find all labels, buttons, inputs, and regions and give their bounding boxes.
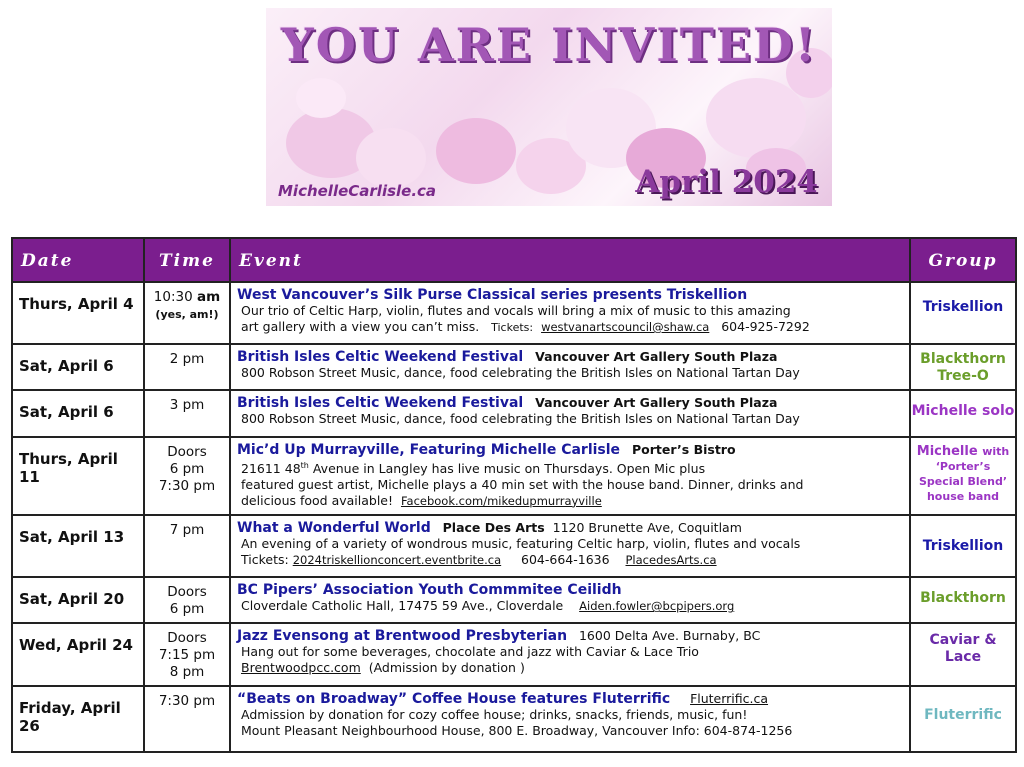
- event-link[interactable]: PlacedesArts.ca: [625, 552, 717, 567]
- event-description: Mount Pleasant Neighbourhood House, 800 E. Broadway, Vancouver Info: 604-874-1256: [241, 722, 793, 738]
- row-time: Doors 7:15 pm 8 pm: [144, 623, 230, 685]
- table-row: [12, 344, 1016, 390]
- row-time: Doors 6 pm 7:30 pm: [144, 437, 230, 515]
- banner-image: [266, 8, 832, 206]
- event-title: Mic’d Up Murrayville, Featuring Michelle Carlisle: [237, 441, 621, 458]
- event-description: Cloverdale Catholic Hall, 17475 59 Ave., Cloverdale Aiden.fowler@bcpipers.org: [241, 598, 735, 614]
- event-description: 800 Robson Street Music, dance, food celebrating the British Isles on National Tartan Day: [241, 411, 800, 427]
- row-time: 7 pm: [144, 515, 230, 577]
- event-description: 21611 48th Avenue in Langley has live music on Thursdays. Open Mic plus: [241, 460, 706, 476]
- row-date: Sat, April 6: [12, 390, 144, 436]
- event-description: Brentwoodpcc.com (Admission by donation ): [241, 660, 525, 676]
- event-description: Tickets: 2024triskellionconcert.eventbrite.ca 604-664-1636 PlacedesArts.ca: [241, 551, 717, 567]
- table-row: [12, 437, 1016, 515]
- table-row: [12, 686, 1016, 752]
- row-group: Caviar & Lace: [910, 623, 1016, 685]
- row-date: Sat, April 13: [12, 515, 144, 577]
- event-link[interactable]: 2024triskellionconcert.eventbrite.ca: [292, 552, 502, 567]
- event-venue: Place Des Arts: [442, 519, 545, 535]
- row-event: [230, 686, 910, 752]
- table-row: [12, 390, 1016, 436]
- banner-website: MichelleCarlisle.ca: [278, 182, 437, 200]
- event-title: British Isles Celtic Weekend Festival: [237, 349, 524, 366]
- row-date: Sat, April 6: [12, 344, 144, 390]
- event-link[interactable]: westvanartscouncil@shaw.ca: [541, 320, 710, 334]
- row-group: Michelle solo: [910, 390, 1016, 436]
- row-event: [230, 577, 910, 623]
- event-description: Our trio of Celtic Harp, violin, flutes and vocals will bring a mix of music to this amazing: [241, 303, 791, 318]
- event-venue: Vancouver Art Gallery South Plaza: [535, 349, 778, 365]
- event-title: West Vancouver’s Silk Purse Classical series presents Triskellion: [237, 287, 748, 303]
- row-date: Thurs, April 11: [12, 437, 144, 515]
- table-row: [12, 515, 1016, 577]
- event-description: delicious food available! Facebook.com/mikedupmurrayville: [241, 492, 602, 508]
- schedule-table: [11, 237, 1017, 753]
- event-link[interactable]: Facebook.com/mikedupmurrayville: [400, 493, 602, 508]
- banner-month: April 2024: [635, 164, 818, 200]
- event-address: 1600 Delta Ave. Burnaby, BC: [578, 628, 761, 644]
- row-date: Sat, April 20: [12, 577, 144, 623]
- event-link[interactable]: Fluterrific.ca: [690, 690, 769, 706]
- event-description: 800 Robson Street Music, dance, food celebrating the British Isles on National Tartan Day: [241, 365, 800, 381]
- event-title: “Beats on Broadway” Coffee House features Fluterrific: [237, 690, 671, 707]
- header-time: Time: [144, 238, 230, 282]
- row-time: 10:30 am (yes, am!): [144, 282, 230, 344]
- table-row: [12, 577, 1016, 623]
- header-group: Group: [910, 238, 1016, 282]
- row-date: Thurs, April 4: [12, 282, 144, 344]
- row-group: Blackthorn: [910, 577, 1016, 623]
- event-title: Jazz Evensong at Brentwood Presbyterian: [237, 628, 568, 645]
- row-group: Blackthorn Tree-O: [910, 344, 1016, 390]
- row-time: Doors 6 pm: [144, 577, 230, 623]
- event-venue: Porter’s Bistro: [631, 441, 736, 457]
- event-title: British Isles Celtic Weekend Festival: [237, 395, 524, 412]
- row-event: [230, 515, 910, 577]
- row-date: Friday, April 26: [12, 686, 144, 752]
- event-venue: Vancouver Art Gallery South Plaza: [535, 395, 778, 411]
- event-description: Hang out for some beverages, chocolate and jazz with Caviar & Lace Trio: [241, 644, 699, 660]
- row-time: 3 pm: [144, 390, 230, 436]
- event-description: Admission by donation for cozy coffee house; drinks, snacks, friends, music, fun!: [241, 706, 748, 722]
- table-row: [12, 623, 1016, 685]
- event-description: art gallery with a view you can’t miss. Tickets: westvanartscouncil@shaw.ca 604-925-7292: [241, 319, 810, 334]
- row-time: 7:30 pm: [144, 686, 230, 752]
- event-link[interactable]: Aiden.fowler@bcpipers.org: [579, 599, 735, 614]
- event-link[interactable]: Brentwoodpcc.com: [241, 660, 361, 676]
- table-header-row: [12, 238, 1016, 282]
- event-title: What a Wonderful World: [237, 519, 431, 536]
- row-group: Michelle with ‘Porter’s Special Blend’ house band: [910, 437, 1016, 515]
- row-event: [230, 390, 910, 436]
- header-event: Event: [230, 238, 910, 282]
- table-row: [12, 282, 1016, 344]
- banner-title: YOU ARE INVITED!: [280, 18, 818, 72]
- event-description: featured guest artist, Michelle plays a 40 min set with the house band. Dinner, drinks and: [241, 476, 804, 492]
- row-event: [230, 437, 910, 515]
- event-address: 1120 Brunette Ave, Coquitlam: [552, 519, 742, 535]
- row-group: Fluterrific: [910, 686, 1016, 752]
- row-event: [230, 282, 910, 344]
- row-event: [230, 623, 910, 685]
- row-group: Triskellion: [910, 515, 1016, 577]
- row-date: Wed, April 24: [12, 623, 144, 685]
- event-title: BC Pipers’ Association Youth Commmitee Ceilidh: [237, 582, 622, 599]
- row-time: 2 pm: [144, 344, 230, 390]
- row-event: [230, 344, 910, 390]
- event-description: An evening of a variety of wondrous music, featuring Celtic harp, violin, flutes and vocals: [241, 535, 801, 551]
- row-group: Triskellion: [910, 282, 1016, 344]
- header-date: Date: [12, 238, 144, 282]
